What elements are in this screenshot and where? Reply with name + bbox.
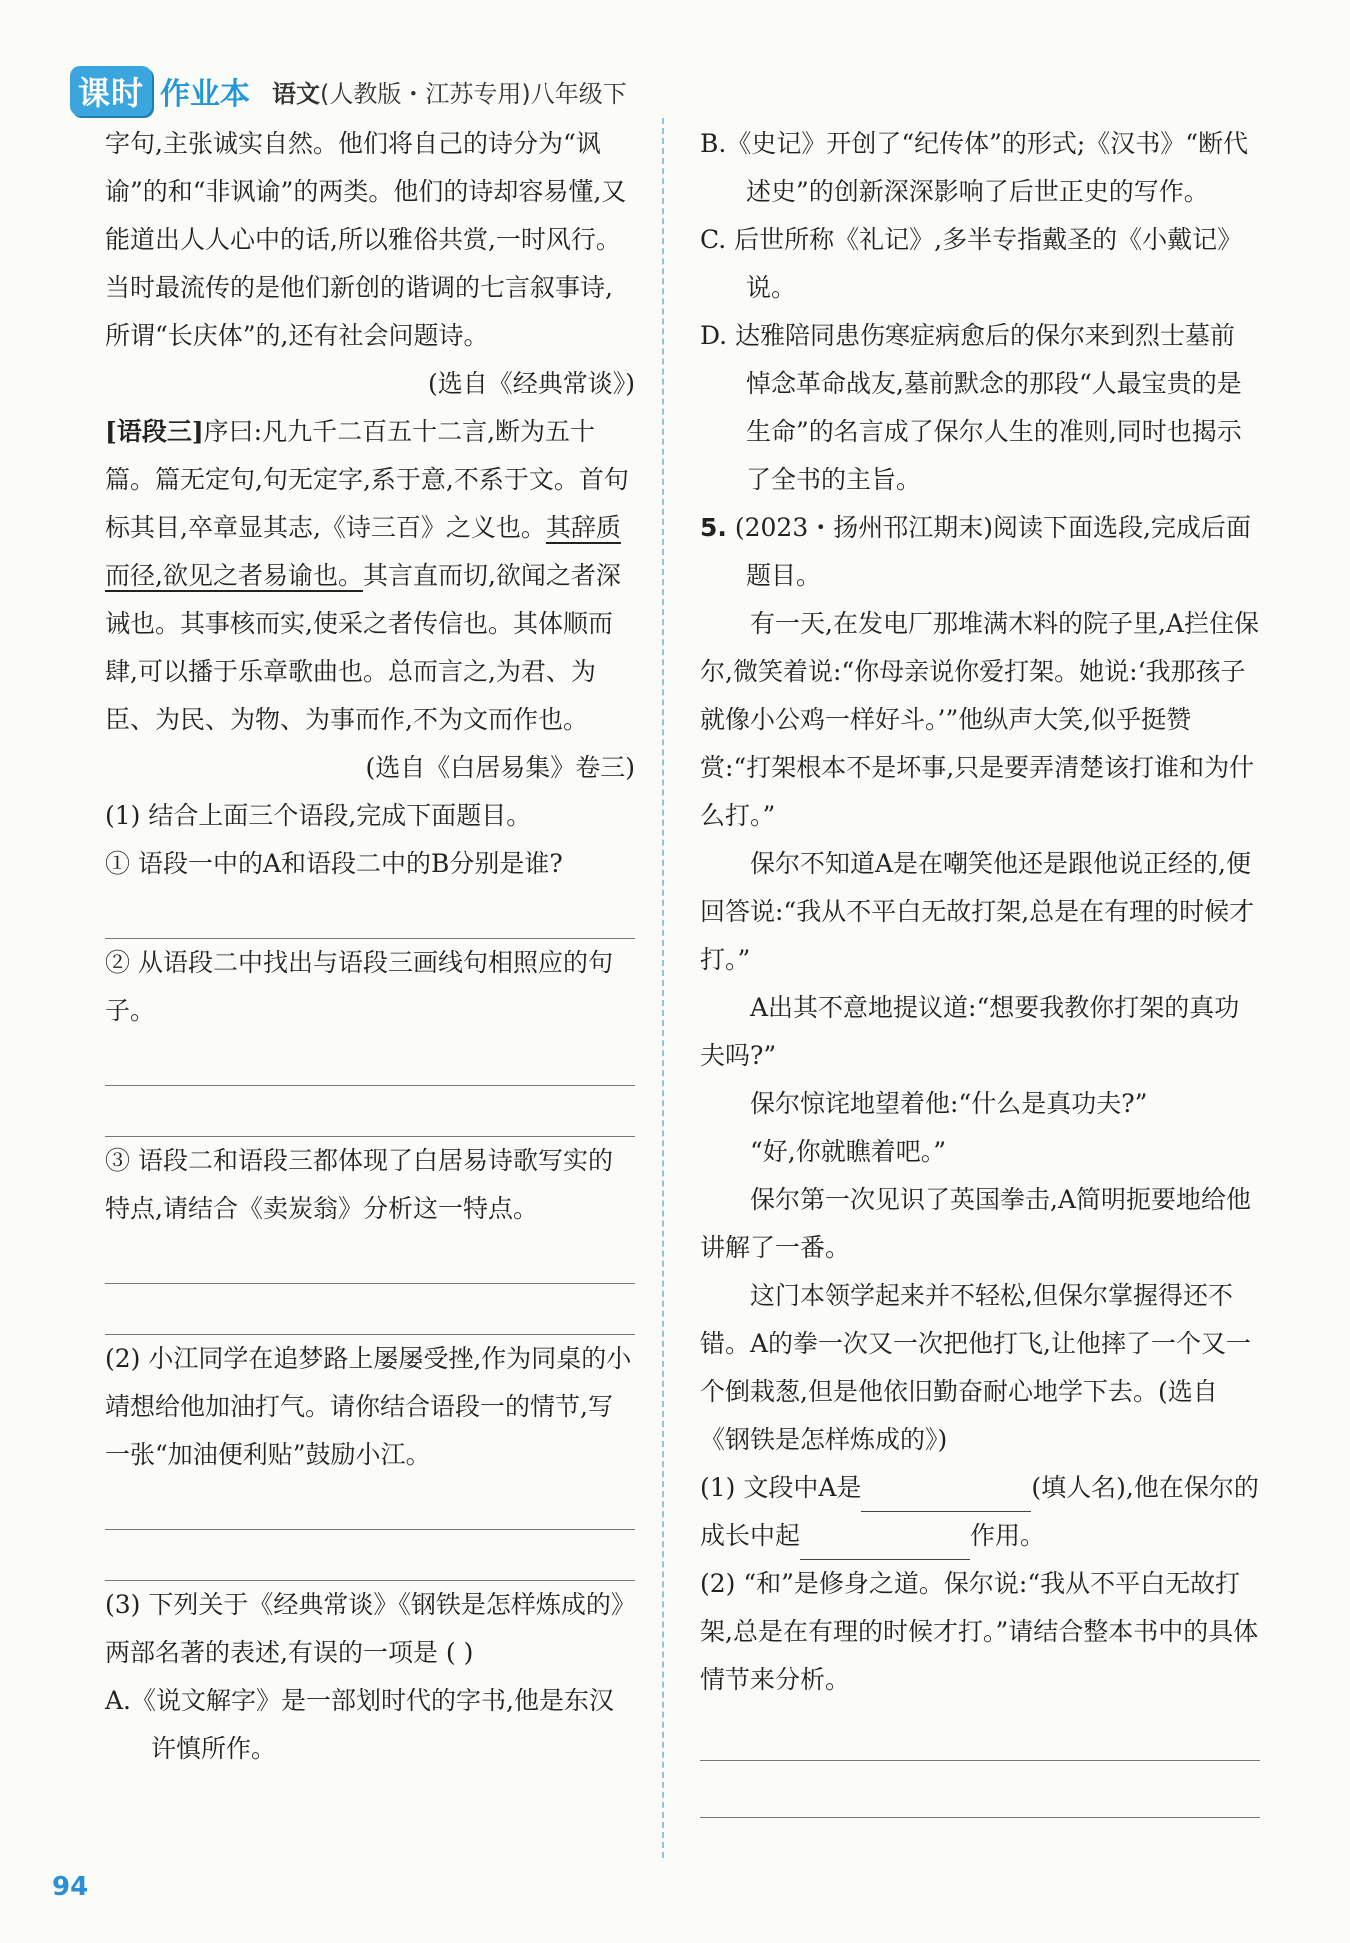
source-note: (选自《白居易集》卷三) xyxy=(365,753,635,782)
answer-line[interactable] xyxy=(105,1233,635,1284)
page-number: 94 xyxy=(52,1872,89,1902)
answer-line[interactable] xyxy=(105,1284,635,1335)
header-info xyxy=(272,74,627,109)
question-1-2: ② 从语段二中找出与语段三画线句相照应的句子。 xyxy=(105,948,613,1025)
passage-paragraph: 有一天,在发电厂那堆满木料的院子里,A拦住保尔,微笑着说:“你母亲说你爱打架。她说:‘我那孩子就像小公鸡一样好斗。’”他纵声大笑,似乎挺赞赏:“打架根本不是坏事,只是要弄清楚该打谁和为什么打。” xyxy=(700,609,1259,830)
source-note: (选自《钢铁是怎样炼成的》) xyxy=(700,1377,1218,1454)
answer-line[interactable] xyxy=(105,1086,635,1137)
question-1: (1) 结合上面三个语段,完成下面题目。 xyxy=(105,801,532,830)
question-1-3: ③ 语段二和语段三都体现了白居易诗歌写实的特点,请结合《卖炭翁》分析这一特点。 xyxy=(105,1146,613,1223)
question-text: (1) 文段中A是 xyxy=(700,1473,862,1502)
column-divider xyxy=(662,118,664,1858)
logo-subtitle: 作业本 xyxy=(160,77,251,112)
left-column xyxy=(105,120,635,1773)
passage-paragraph: A出其不意地提议道:“想要我教你打架的真功夫吗?” xyxy=(700,993,1240,1070)
passage-paragraph xyxy=(700,1272,1260,1464)
passage-paragraph: “好,你就瞧着吧。” xyxy=(750,1137,947,1166)
fill-blank[interactable] xyxy=(861,1481,1031,1512)
right-column xyxy=(700,120,1260,1818)
answer-line[interactable] xyxy=(105,1530,635,1581)
passage-text: 这门本领学起来并不轻松,但保尔掌握得还不错。A的拳一次又一次把他打飞,让他摔了一个又一个倒栽葱,但是他依旧勤奋耐心地学下去。 xyxy=(700,1281,1252,1406)
underlined-sentence: 其辞质而径,欲见之者易谕也。 xyxy=(105,513,621,590)
answer-line[interactable] xyxy=(700,1704,1260,1761)
subject: 语文 xyxy=(272,79,321,108)
answer-line[interactable] xyxy=(105,1035,635,1086)
question-1-1: ① 语段一中的A和语段二中的B分别是谁? xyxy=(105,849,563,878)
question-5 xyxy=(700,504,1260,600)
passage-text: 其言直而切,欲闻之者深诫也。其事核而实,使采之者传信也。其体顺而肆,可以播于乐章歌曲也。总而言之,为君、为臣、为民、为物、为事而作,不为文而作也。 xyxy=(105,561,621,734)
question-number: 5. xyxy=(700,513,727,542)
answer-line[interactable] xyxy=(105,1479,635,1530)
question-5-1 xyxy=(700,1464,1260,1560)
logo: 课时 xyxy=(70,66,152,116)
passage-paragraph: 字句,主张诚实自然。他们将自己的诗分为“讽谕”的和“非讽谕”的两类。他们的诗却容易懂,又能道出人人心中的话,所以雅俗共赏,一时风行。当时最流传的是他们新创的谐调的七言叙事诗,所谓“长庆体”的,还有社会问题诗。 xyxy=(105,129,627,350)
passage-text: 序曰:凡九千二百五十二言,断为五十篇。篇无定句,句无定字,系于意,不系于文。首句标其目,卒章显其志,《诗三百》之义也。 xyxy=(105,417,629,542)
fill-blank[interactable] xyxy=(800,1529,970,1560)
option-b: B.《史记》开创了“纪传体”的形式;《汉书》“断代述史”的创新深深影响了后世正史的写作。 xyxy=(700,129,1249,206)
question-2: (2) 小江同学在追梦路上屡屡受挫,作为同桌的小靖想给他加油打气。请你结合语段一的情节,写一张“加油便利贴”鼓励小江。 xyxy=(105,1344,632,1469)
answer-line[interactable] xyxy=(700,1761,1260,1818)
passage-paragraph: 保尔第一次见识了英国拳击,A简明扼要地给他讲解了一番。 xyxy=(700,1185,1252,1262)
passage-paragraph: 保尔惊诧地望着他:“什么是真功夫?” xyxy=(750,1089,1148,1118)
question-text: (填人名),他在保尔的成长中起 xyxy=(700,1473,1259,1550)
answer-line[interactable] xyxy=(105,888,635,939)
option-c: C. 后世所称《礼记》,多半专指戴圣的《小戴记》说。 xyxy=(700,225,1243,302)
source-note: (选自《经典常谈》) xyxy=(427,369,635,398)
question-3 xyxy=(105,1581,635,1677)
passage-paragraph: 保尔不知道A是在嘲笑他还是跟他说正经的,便回答说:“我从不平白无故打架,总是在有理的时候才打。” xyxy=(700,849,1255,974)
question-text: 作用。 xyxy=(970,1521,1046,1550)
page-header xyxy=(70,68,627,114)
passage-three xyxy=(105,408,635,744)
option-d: D. 达雅陪同患伤寒症病愈后的保尔来到烈士墓前悼念革命战友,墓前默念的那段“人最宝贵的是生命”的名言成了保尔人生的准则,同时也揭示了全书的主旨。 xyxy=(700,321,1242,494)
question-5-text: (2023・扬州邗江期末)阅读下面选段,完成后面题目。 xyxy=(734,513,1251,590)
edition: (人教版・江苏专用)八年级下 xyxy=(320,79,627,108)
question-5-2: (2) “和”是修身之道。保尔说:“我从不平白无故打架,总是在有理的时候才打。”请结合整本书中的具体情节来分析。 xyxy=(700,1569,1259,1694)
passage-label: [语段三] xyxy=(105,417,204,446)
question-3-text: (3) 下列关于《经典常谈》《钢铁是怎样炼成的》两部名著的表述,有误的一项是 xyxy=(105,1590,624,1667)
option-a: A.《说文解字》是一部划时代的字书,他是东汉许慎所作。 xyxy=(105,1686,614,1763)
answer-paren[interactable]: ( ) xyxy=(445,1638,474,1667)
